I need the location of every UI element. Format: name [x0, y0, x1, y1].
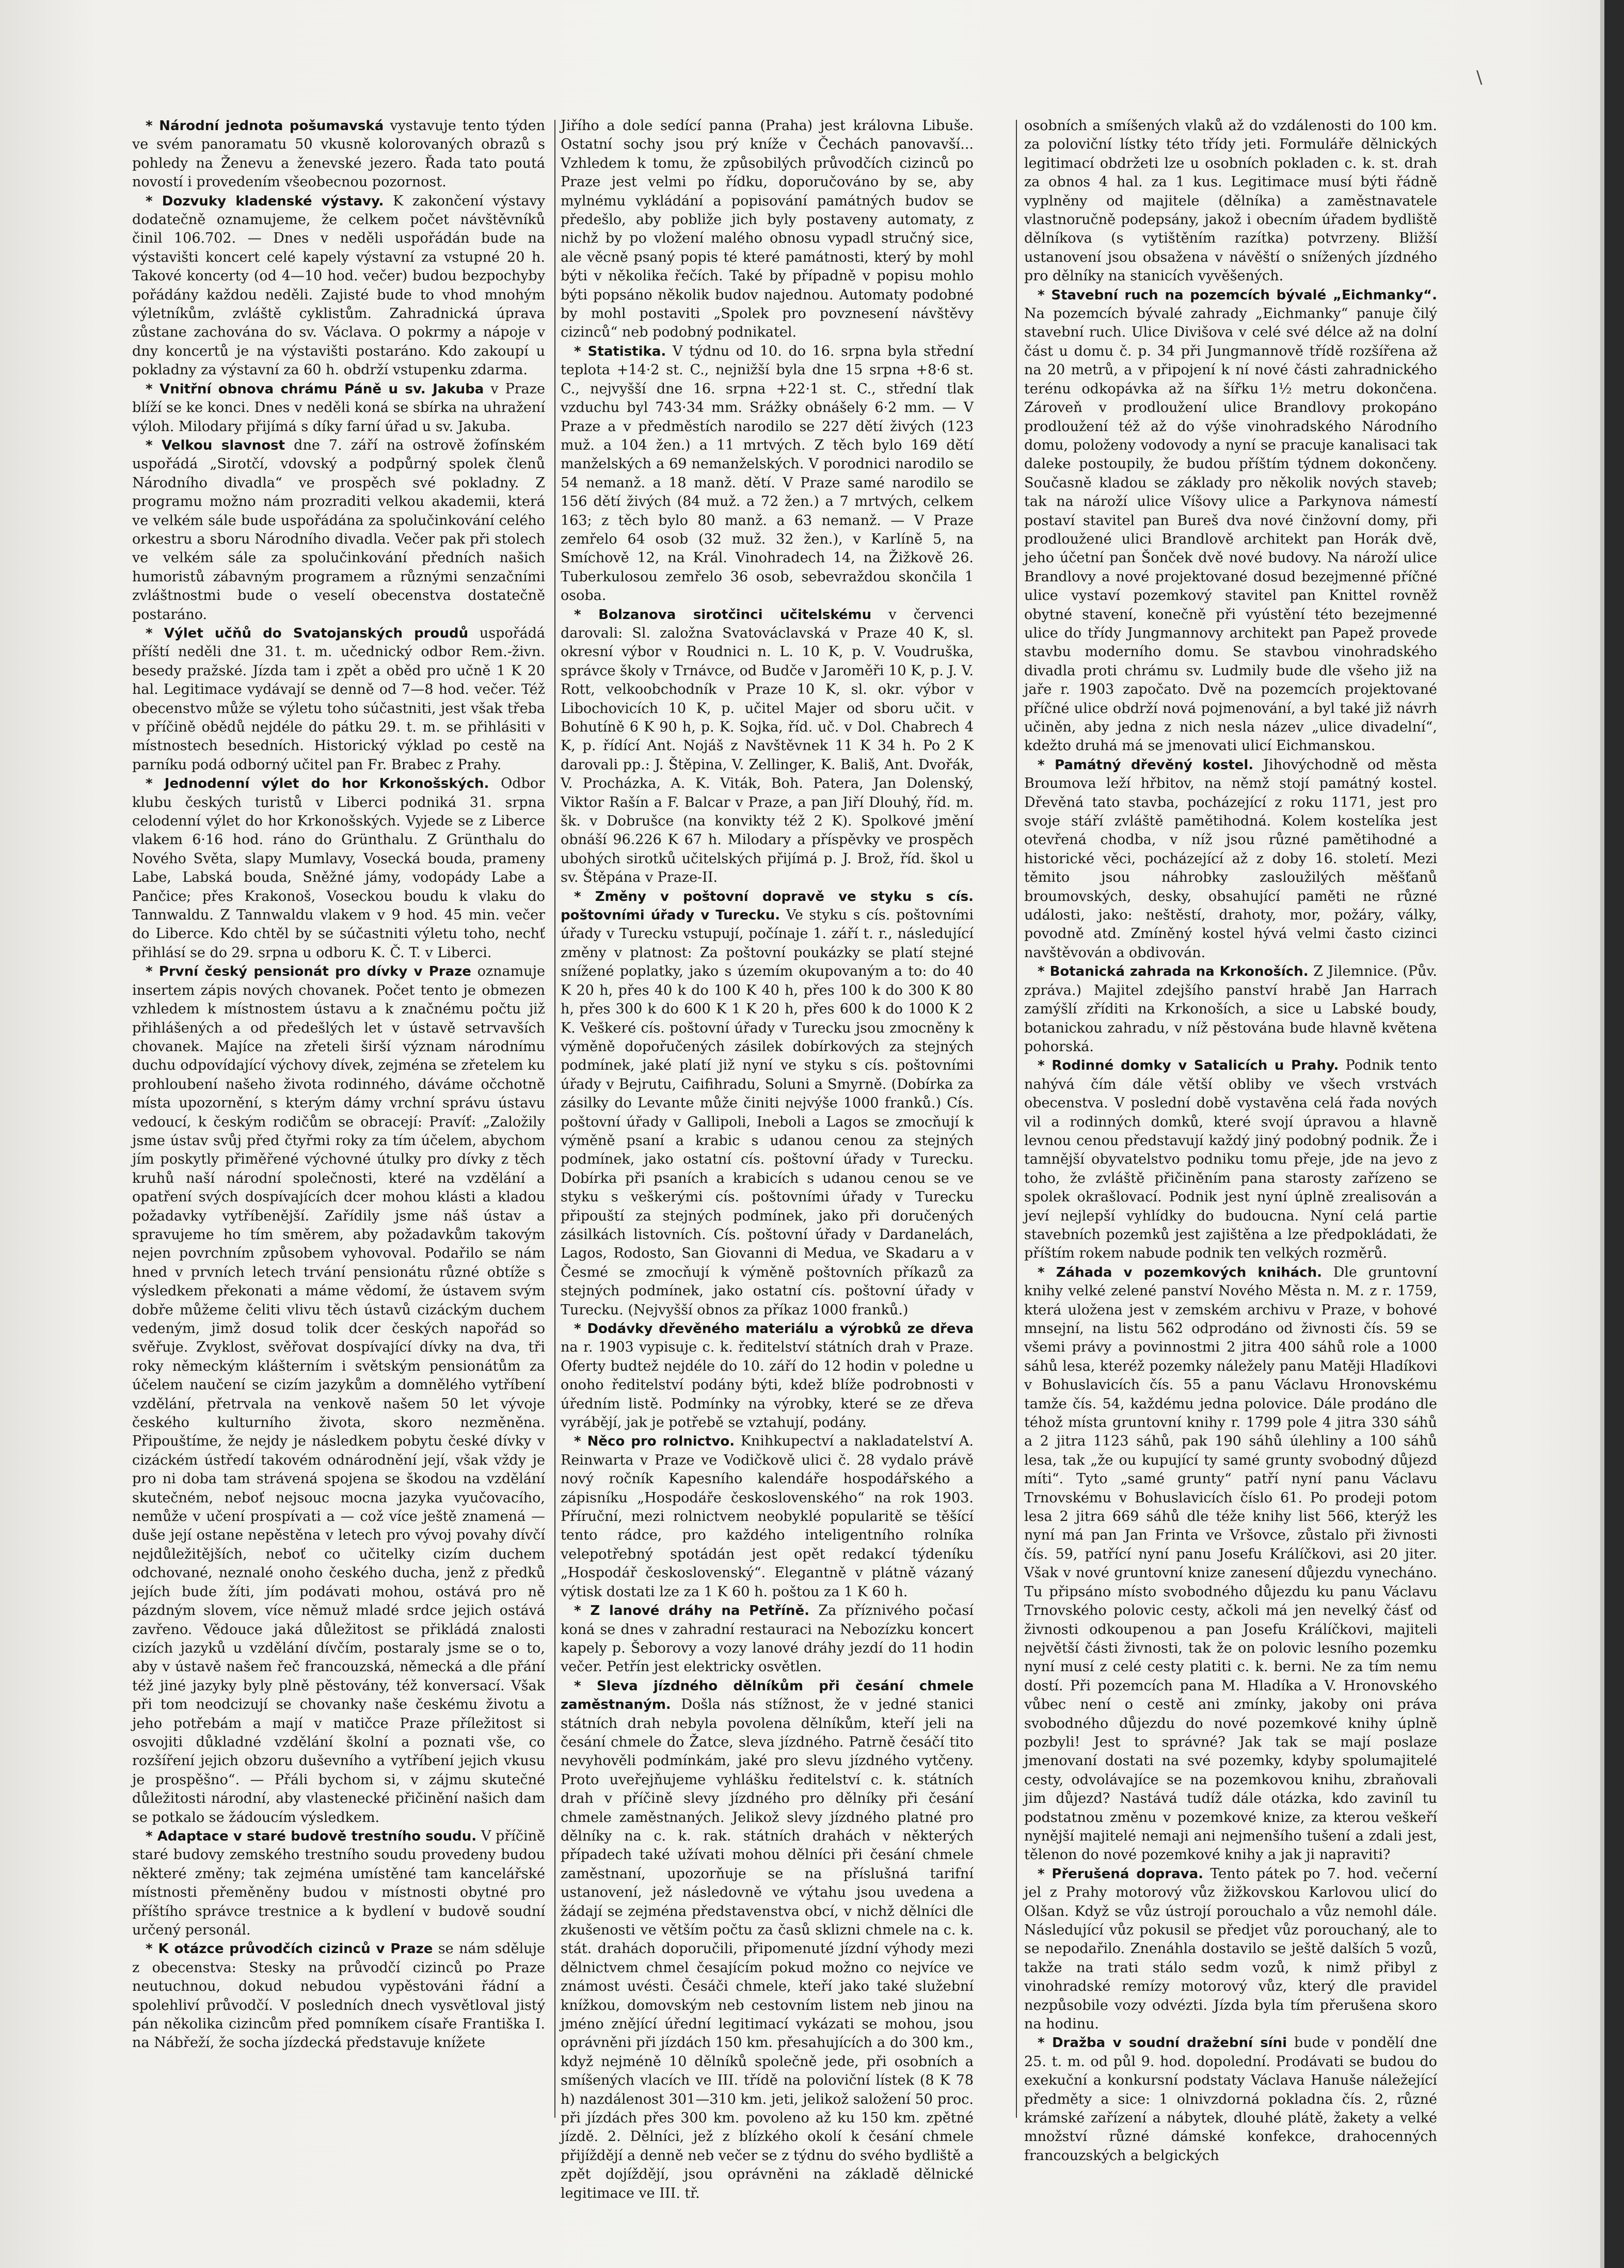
news-item: [561, 1677, 974, 2203]
news-item: [1024, 2034, 1437, 2165]
scan-edge: [1604, 0, 1624, 2268]
news-item-heading: * K otázce průvodčích cizinců v Praze: [146, 1941, 433, 1957]
news-item-body: Jiřího a dole sedící panna (Praha) jest královna Libuše. Ostatní sochy jsou prý kníže v Čechách panovavší... Vzhledem k tomu, že způsobilých průvodčích cizinců po Praze jest velmi po řídku, doporučováno by se, aby mylnému vykládání a popisování památných budov se předešlo, aby pobliže jich byly postaveny automaty, z nichž by po vložení malého obnosu vypadl stručný sice, ale věcně psaný popis té které památnosti, který by mohl býti v několika řečích. Také by případně v popisu mohlo býti popsáno několik budov najednou. Automaty podobné by mohl postaviti „Spolek pro povznesení návštěvy cizinců“ neb podobný podnikatel.: [561, 118, 974, 341]
news-item-body: Došla nás stížnost, že v jedné stanici státních drah nebyla povolena dělníkům, kteří jeli na česání chmele do Žatce, sleva jízdného. Patrně česáčí tito nevyhověli podmínkám, jaké pro slevu jízdného vytčeny. Proto uveřejňujeme vyhlášku ředitelství c. k. státních drah v příčině slevy jízdného pro dělníky při česání chmele zaměstnaných. Jelikož slevy jízdného platné pro dělníky na c. k. rak. státních drahách v některých případech také užívati mohou dělníci při česání chmele zaměstnaní, upozorňuje se na příslušná tarifní ustanovení, jež následovně ve výtahu jsou uvedena a žádají se zejména představenstva obcí, v nichž dělníci dle zkušenosti ve větším počtu za časů sklizni chmele na c. k. stát. drahách doporučili, připomenuté jízdní výhody mezi dělnictvem chmel česajícím pokud možno co nejvíce ve známost uvésti. Česáči chmele, kteří jako také služební knížkou, domovským neb cestovním listem neb jinou na jméno znějící úřední legitimací vykázati se mohou, jsou oprávněni při jízdách 150 km. přesahujících a do 300 km., když nejméně 10 dělníků společně jede, při osobních a smíšených vlacích ve III. třídě na poloviční lístek (8 K 78 h) nazdálenost 301—310 km. jeti, jelikož saložení 50 proc. při jízdách přes 300 km. povoleno až ku 150 km. zpětné jízdě. 2. Dělníci, jež z blízkého okolí k česání chmele přijíždějí a denně neb večer se z týdnu do svého bydliště a zpět dojíždějí, jsou oprávněni na základě dělnické legitimace ve III. tř.: [561, 1696, 974, 2201]
news-item-heading: * Sleva jízdného dělníkům při česání chmele zaměstnaným.: [561, 1678, 974, 1713]
news-item: [132, 962, 545, 1827]
news-item-body: osobních a smíšených vlaků až do vzdálenosti do 100 km. za poloviční lístky této třídy jeti. Formuláře dělnických legitimací obdržeti lze u osobních pokladen c. k. st. drah za obnos 4 hal. za 1 kus. Legitimace musí býti řádně vyplněny od majitele (dělníka) a zaměstnavatele vlastnoručně podepsány, jakož i obecním úřadem bydliště dělníkova (s vytištěním razítka) potvrzeny. Bližší ustanovení jsou obsažena v návěští o snížených jízdného pro dělníky na stanicích vyvěšených.: [1024, 118, 1437, 284]
news-item: [132, 380, 545, 436]
news-item-heading: * Záhada v pozemkových knihách.: [1038, 1264, 1322, 1280]
news-item: [132, 117, 545, 192]
news-item-heading: * Bolzanova sirotčinci učitelskému: [574, 607, 872, 623]
news-item-heading: * Přerušená doprava.: [1038, 1866, 1204, 1882]
column-3: [1024, 117, 1437, 2165]
news-item-heading: * Něco pro rolnictvo.: [574, 1434, 735, 1450]
news-item: [1024, 756, 1437, 962]
news-item-heading: * Adaptace v staré budově trestního soudu.: [146, 1828, 477, 1844]
news-item: [132, 436, 545, 624]
news-item-heading: * Stavební ruch na pozemcích bývalé „Eichmanky“.: [1038, 287, 1437, 303]
news-item: [132, 192, 545, 380]
news-item-heading: * Národní jednota pošumavská: [146, 118, 384, 134]
news-item-body: se nám sděluje z obecenstva: Stesky na průvodčí cizinců po Praze neutuchnou, dokud nebudou vypěstováni řádní a spolehliví průvodčí. V posledních dnech vysvětloval jistý pán několika cizincům před pomníkem císaře Františka I. na Nábřeží, že socha jízdecká představuje knížete: [132, 1941, 545, 2051]
news-item-body: Odbor klubu českých turistů v Liberci podniká 31. srpna celodenní výlet do hor Krkonošských. Vyjede se z Liberce vlakem 6·16 hod. ráno do Grünthalu. Z Grünthalu do Nového Světa, slapy Mumlavy, Vosecká bouda, prameny Labe, Labská bouda, Sněžné jámy, vodopády Labe a Pančice; přes Krakonoš, Voseckou boudu k vlaku do Tannwaldu. Z Tannwaldu vlakem v 9 hod. 45 min. večer do Liberce. Kdo chtěl by se súčastniti výletu toho, nechť přihlásí se do 29. srpna u odboru K. Č. T. v Liberci.: [132, 775, 545, 961]
news-item-body: Dle gruntovní knihy velké zelené panství Nového Města n. M. z r. 1759, která uložena jest v zemském archivu v Praze, v bohové mnsejní, na listu 562 odprodáno od živnosti čís. 59 se všemi právy a povinnostmi 2 jitra 400 sáhů role a 1000 sáhů lesa, kteréž pozemky náležely panu Matěji Hladíkovi v Bohuslavicích čís. 55 a panu Václavu Hronovskému tamže čís. 54, každému jedna polovice. Dále prodáno dle téhož místa gruntovní knihy r. 1799 pole 4 jitra 330 sáhů a 2 jitra 1123 sáhů, pak 190 sáhů úlehliny a 100 sáhů lesa, tak „že ou kupující ty samé grunty svobodný důjezd míti“. Tyto „samé grunty“ patří nyní panu Václavu Trnovskému v Bohuslavicích číslo 61. Po prodeji potom lesa 2 jitra 669 sáhů dle téže knihy list 566, kterýž les nyní má pan Jan Frinta ve Vršovce, zůstalo při živnosti čís. 59, patřící nyní panu Josefu Králíčkovi, asi 20 jiter. Však v nové gruntovní knize zanesení důjezdu vynecháno. Tu připsáno místo svobodného důjezdu ku panu Václavu Trnovského polovic cesty, ačkoli má jen nevelký čásť od živnosti odkoupenou a pan Josefu Králíčkovi, majiteli největší části živnosti, tak že on polovic lesního pozemku nyní musí z celé cesty platiti c. k. berni. Ne za tím nemu dostí. Při pozemcích pana M. Hladíka a V. Hronovského vůbec není o cestě ani zmínky, jakoby oni práva svobodného důjezdu do nové pozemkové knihy úplně pozbyli! Jest to správné? Jak tak se mají poslaze jmenovaní dostati na své pozemky, kdyby spolumajitelé cesty, odvolávajíce se na pozemkovou knihu, zbraňovali jim důjezd? Nastává tudíž dále otázka, kdo zaviníl tu podstatnou změnu v pozemkové knize, za kterou veškeří nynější majitelé nemaji ani nejmenšího tušení a zdali jest, tělenon do nové pozemkové knihy a jak ji napraviti?: [1024, 1264, 1437, 1863]
news-item-body: V příčině staré budovy zemského trestního soudu provedeny budou některé změny; tak zejména umístěné tam kancelářské místnosti přeměněny budou v místnosti obytné pro příštího správce trestnice a k bydlení v budově soudní určený personál.: [132, 1828, 546, 1938]
news-item-heading: * První český pensionát pro dívky v Praze: [146, 964, 471, 980]
news-item: [1024, 1056, 1437, 1263]
news-item-body: v Praze blíží se ke konci. Dnes v neděli koná se sbírka na uhražení výloh. Milodary přijímá s díky farní úřad u sv. Jakuba.: [132, 380, 545, 435]
scan-edge-shadow: [1600, 0, 1604, 2268]
edge-mark: \: [1476, 67, 1483, 88]
news-item-heading: * Dražba v soudní dražební síni: [1038, 2035, 1287, 2051]
news-item: [132, 624, 545, 774]
news-item-heading: * Vnitřní obnova chrámu Páně u sv. Jakuba: [146, 381, 484, 397]
news-item: [1024, 1865, 1437, 2034]
news-item: [132, 774, 545, 962]
news-item: [561, 887, 974, 1320]
news-item: [561, 117, 974, 342]
news-item-heading: * Výlet učňů do Svatojanských proudů: [146, 625, 469, 641]
news-item: [1024, 962, 1437, 1056]
news-item: [561, 342, 974, 606]
news-item-heading: * Dodávky dřevěného materiálu a výrobků ze dřeva: [574, 1321, 974, 1337]
news-item-heading: * Statistika.: [574, 343, 666, 359]
news-item-heading: * Rodinné domky v Satalicích u Prahy.: [1038, 1058, 1339, 1074]
news-item: [132, 1827, 545, 1940]
news-item: [561, 606, 974, 887]
news-item-body: vystavuje tento týden ve svém panoramatu 50 vkusně kolorovaných obrazů s pohledy na Ženevu a ženevské jezero. Řada tato poutá novostí i provedením všeobecnou pozornost.: [132, 118, 545, 191]
news-item-heading: * Jednodenní výlet do hor Krkonošských.: [146, 776, 489, 792]
news-item-heading: * Velkou slavnost: [146, 437, 285, 453]
news-item-heading: * Botanická zahrada na Krkonoších.: [1038, 964, 1309, 980]
news-item-body: uspořádá příští neděli dne 31. t. m. učednický odbor Rem.-živn. besedy pražské. Jízda tam i zpět a oběd pro učně 1 K 20 hal. Legitimace vydávají se denně od 7—8 hod. večer. Též obecenstvo může se výletu toho súčastniti, jest však třeba v příčině obědů nejdéle do pátku 29. t. m. se přihlásiti v místnostech besedních. Historický výklad po cestě na parníku podá odborný učitel pan Fr. Brabec z Prahy.: [132, 625, 545, 773]
news-item: [1024, 117, 1437, 286]
news-item-body: Knihkupectví a nakladatelství A. Reinwarta v Praze ve Vodičkově ulici č. 28 vydalo právě nový ročník Kapesního kalendáře hospodářského a zápisníku „Hospodáře československého“ na rok 1903. Příruční, mezi rolnictvem neobyklé popularitě se těšící tento rádce, pro každého inteligentního rolníka velepotřebný spotádán jest opět redakcí týdeníku „Hospodář československý“. Elegantně v plátně vázaný výtisk dostati lze za 1 K 60 h. poštou za 1 K 60 h.: [561, 1433, 974, 1600]
news-item-body: bude v pondělí dne 25. t. m. od půl 9. hod. dopolední. Prodávati se budou do exekuční a konkursní podstaty Václava Hanuše náležející předměty a sice: 1 olnivzdorná pokladna čís. 2, různé krámské zařízení a nábytek, dlouhé plátě, žakety a velké množství různé dámské konfekce, drahocenných francouzských a belgických: [1024, 2035, 1437, 2164]
news-item-body: oznamuje insertem zápis nových chovanek. Počet tento je obmezen vzhledem k místnostem ústavu a k značnému počtu již přihlášených a od předešlých let v ústavě setrvavších chovanek. Majíce na zřeteli širší význam národnímu duchu odpovídající výchovy dívek, zejména se zřetelem ku prohloubení našeho života rodinného, dáváme očchotně místa upozornění, s kterým dámy vrchní správu ústavu vedoucí, k českým rodičům se obracejí: Pravíť: „Založily jsme ústav svůj před čtyřmi roky za tím účelem, abychom jím poskytly přiměřené výchovné útulky pro dívky z těch kruhů naší národní společnosti, které na vzdělání a opatření svých dospívajících dcer mohou klásti a kladou požadavky vytříbenější. Zařídily jsme náš ústav a spravujeme ho tím směrem, aby požadavkům takovým nejen povrchním způsobem vyhovoval. Podařilo se nám hned v prvních letech trvání pensionátu různé obtíže s výsledkem překonati a máme vědomí, že ústavem svým dobře můžeme čeliti vlivu těch ústavů cizáckým duchem vedeným, jimž dosud tolik dcer českých napořád so svěřuje. Zvyklost, svěřovat dospívající dívky na dva, tři roky německým klášterním i světským pensionátům za účelem naučení se cizím jazykům a domnělého vytříbení vzdělání, přetrvala na venkově našem 50 let vývoje českého kulturního života, skoro nezměněna. Připouštíme, že nejdy je následkem pobytu české dívky v cizáckém ústředí takovém odnárodnění její, však vždy je pro ni doba tam strávená spojena se škodou na vzdělání skutečném, neboť nejsouc mocna jazyka vyučovacího, nemůže v učení prospívati a — což více ještě znamená — duše její ostane nepěstěna v letech pro vývoj povahy dívčí nejdůležitějších, neboť co učitelky cizím duchem odchované, neznalé onoho českého ducha, jenž z předků jejích bude žíti, jím podávati mohou, ostává pro ně pázdným slovem, více němuž mladé srdce jejich ostává zavřeno. Vědouce jaká důležitost se přikládá znalosti cizích jazyků u vzdělání dívčím, postaraly jsme se o to, aby v ústavě našem řeč francouzská, německá a dle přání též jiné jazyky byly plně pěstovány, též konversací. Však při tom neodcizují se chovanky naše českému životu a jeho potřebám a mají v matičce Praze příležitost si osvojiti důkladné vzdělání školní a poznati vše, co rozšíření jejich obzoru duševního a vytříbení jejich vkusu je prospěšno“. — Přáli bychom si, v zájmu skutečné důležitosti národní, aby vlastenecké přičinění našich dam se potkalo se žádoucím výsledkem.: [132, 963, 545, 1826]
news-item-body: K zakončení výstavy dodatečně oznamujeme, že celkem počet návštěvníků činil 106.702. — Dnes v neděli uspořádán bude na výstavišti koncert celé kapely výstavní za vstupné 20 h. Takové koncerty (od 4—10 hod. večer) budou bezpochyby pořádány každou neděli. Zajisté bude to vhod mnohým výletníkům, zvláště cyklistům. Zahradnická úprava zůstane zachována do sv. Václava. O pokrmy a nápoje v dny koncertů je na výstavišti postaráno. Kdo zakoupí u pokladny za výstavní za 60 h. obdrží vstupenku zdarma.: [132, 193, 546, 378]
news-item: [561, 1601, 974, 1677]
column-rule: [1016, 120, 1017, 2118]
news-item-heading: * Z lanové dráhy na Petříně.: [574, 1603, 810, 1619]
news-item: [1024, 1263, 1437, 1865]
news-item-heading: * Změny v poštovní dopravě ve styku s cís. poštovními úřady v Turecku.: [561, 889, 974, 924]
news-item: [561, 1432, 974, 1601]
news-item-body: Podnik tento nahývá čím dále větší obliby ve všech vrstvách obecenstva. V poslední době vystavěna celá řada nových vil a rodinných domků, které svojí úpravou a hlavně levnou cenou představují každý jiný podobný podnik. Že i tamnější obyvatelstvo podniku tomu přeje, jde na jevo z toho, že zvláště přičiněním pana starosty zařízeno se spolek okrašlovací. Podnik jest nyní úplně zrealisován a jeví nejlepší vyhlídky do budoucna. Nyní celá partie stavebních pozemků jest zajištěna a lze předpokládati, že příštím rokem nabude podnik ten velkých rozměrů.: [1024, 1057, 1437, 1262]
news-item: [561, 1320, 974, 1432]
news-item-body: Z Jilemnice. (Pův. zpráva.) Majitel zdejšího panství hrabě Jan Harrach zamýšlí zříditi na Krkonoších, a sice u Labské boudy, botanickou zahradu, v níž pěstována bude hlavně květena pohorská.: [1024, 963, 1437, 1055]
news-item-body: Tento pátek po 7. hod. večerní jel z Prahy motorový vůz žižkovskou Karlovou ulicí do Olšan. Když se vůz ústrojí porouchalo a vůz nemohl dále. Následující vůz pokusil se předjet vůz porouchaný, ale to se nepodařilo. Znenáhla dostavilo se ještě dalších 5 vozů, takže na trati stálo sedm vozů, k nimž přibyl z vinohradské remízy motorový vůz, který dle pravidel nezpůsobile vozy odvézti. Jízda byla tím přerušena skoro na hodinu.: [1024, 1865, 1437, 2033]
news-item-body: Na pozemcích bývalé zahrady „Eichmanky“ panuje čilý stavební ruch. Ulice Divišova v celé své délce až na dolní část u domu č. p. 34 při Jungmannově třídě rozšířena až na 20 metrů, a v připojení k ní nové části zahradnického terénu odkopávka až na šířku 1½ metru dokončena. Zároveň v prodloužení ulice Brandlovy prokopáno prodloužení též až do výše vinohradského Národního domu, položeny vodovody a nyní se pracuje kanalisaci tak daleke postoupily, že budou příštím týdnem dokončeny. Současně kladou se základy pro několik nových staveb; tak na nároží ulice Víšovy ulice a Parkynova námestí postaví stavitel pan Bureš dva nové činžovní domy, při prodloužené ulici Brandlově architekt pan Horák dvě, jeho účetní pan Šonček dvě nové budovy. Na nároží ulice Brandlovy a nové projektované dosud bezejmenné příčné ulice vystaví pozemkový stavitel pan Knittel rovněž obytné stavení, konečně při vyústění této bezejmenné ulice do třídy Jungmannovy architekt pan Papež provede stavbu moderního domu. Se stavbou vinohradského divadla proti chrámu sv. Ludmily bude dle všeho již na jaře r. 1903 započato. Dvě na pozemcích projektované příčné ulice obdrží nová pojmenování, a byl také již návrh učiněn, aby jedna z nich nesla název „ulice divadelní“, kdežto druhá má se jmenovati ulicí Eichmanskou.: [1024, 306, 1437, 754]
news-item-body: dne 7. září na ostrově žofínském uspořádá „Sirotčí, vdovský a podpůrný spolek členů Národního divadla“ ve prospěch své pokladny. Z programu možno nám prozraditi velkou akademii, která ve velkém sále bude uspořádána za spolučinkování celého orkestru a sboru Národního divadla. Večer pak při stolech ve velkém sále za spolučinkování předních našich humoristů zábavným programem a různými senzačními zvláštnostmi bude o veselí obecenstva dostatečně postaráno.: [132, 437, 545, 623]
news-item-heading: * Dozvuky kladenské výstavy.: [146, 193, 384, 209]
news-item-body: v červenci darovali: Sl. založna Svatováclavská v Praze 40 K, sl. okresní výbor v Roudnici n. L. 10 K, p. V. Voudruška, správce školy v Trnávce, od Budče v Jaroměři 10 K, p. J. V. Rott, velkoobchodník v Praze 10 K, sl. okr. výbor v Libochovicích 10 K, p. učitel Majer od sboru učit. v Bohutíně 6 K 90 h, p. K. Sojka, říd. uč. v Dol. Chabrech 4 K, p. řídící Ant. Nojáš z Navštěvnek 11 K 34 h. Po 2 K darovali pp.: J. Štěpina, V. Zellinger, K. Bališ, Ant. Dvořák, V. Procházka, A. K. Viták, Boh. Patera, Jan Dolenský, Viktor Rašín a F. Balcar v Praze, a pan Jiří Dlouhý, říd. m. šk. v Dobrušce (na konvikty též 2 K). Spolkové jmění obnáší 96.226 K 67 h. Milodary a příspěvky ve prospěch ubohých sirotků učitelských přijímá p. J. Brož, říd. škol u sv. Štěpána v Praze-II.: [561, 606, 974, 886]
column-rule: [554, 120, 555, 2118]
news-item: [1024, 286, 1437, 756]
news-item-body: Za příznivého počasí koná se dnes v zahradní restauraci na Nebozízku koncert kapely p. Šeborovy a vozy lanové dráhy jezdí do 11 hodin večer. Petřín jest elektricky osvětlen.: [561, 1603, 974, 1675]
news-item-heading: * Památný dřevěný kostel.: [1038, 757, 1254, 773]
news-item-body: Ve styku s cís. poštovními úřady v Turecku vstupují, počínaje 1. září t. r., následující změny v platnost: Za poštovní poukázky se platí stejné snížené poplatky, jako s územím okupovaným a to: do 40 K 20 h, přes 40 k do 100 K 40 h, přes 100 k do 300 K 80 h, přes 300 k do 600 K 1 K 20 h, přes 600 k do 1000 K 2 K. Veškeré cís. poštovní úřady v Turecku jsou zmocněny k výměně dopořučených zásilek dobírkových za stejných podmínek, jaké platí již nyní ve styku s cís. poštovními úřady v Bejrutu, Caifihradu, Soluni a Smyrně. (Dobírka za zásilky do Levante může činiti nejvýše 1000 franků.) Cís. poštovní úřady v Gallipoli, Ineboli a Lagos se zmocňují k výměně psaní a krabic s udanou cenou za stejných podmínek, jako ostatní cís. poštovní úřady v Turecku. Dobírka při psaních a krabicích s udanou cenou se ve styku s veškerými cís. poštovními úřady v Turecku připouští za stejných podmínek, jako při doručených zásilkách listovních. Cís. poštovní úřady v Dardanelách, Lagos, Rodosto, San Giovanni di Medua, ve Skadaru a v Česmé se zmocňují k výměně poštovních příkazů za stejných podmínek, jako ostatní cís. poštovní úřady v Turecku. (Nejvyšší obnos za příkaz 1000 franků.): [561, 907, 974, 1318]
column-2: [561, 117, 974, 2203]
news-item-body: Jihovýchodně od města Broumova leží hřbitov, na němž stojí památný kostel. Dřevěná tato stavba, pocházející z roku 1171, jest pro svoje stáří zvláště pamětihodná. Kolem kostelíka jest otevřená chodba, v níž jsou různé pamětihodné a historické věci, pocházející až z doby 16. století. Mezi těmito jsou náhrobky zasloužilých měšťanů broumovských, desky, obsahující paměti ne různé události, jako: neštěstí, drahoty, mor, požáry, války, povodně atd. Zmíněný kostel hývá velmi často cizinci navštěvován a obdivován.: [1024, 756, 1437, 961]
news-item-body: na r. 1903 vypisuje c. k. ředitelství státních drah v Praze. Oferty budtež nejdéle do 10. září do 12 hodin v poledne u onoho ředitelství podány býti, kdež blíže podrobnosti v úředním listě. Podmínky na výrobky, které se ze dřeva vyrábějí, jak je potřebě se vztahují, podány.: [561, 1339, 974, 1431]
news-item: [132, 1940, 545, 2052]
column-1: [132, 117, 545, 2053]
news-item-body: V týdnu od 10. do 16. srpna byla střední teplota +14·2 st. C., nejnižší byla dne 15 srpna +8·6 st. C., nejvyšší dne 16. srpna +22·1 st. C., střední tlak vzduchu byl 743·34 mm. Srážky obnášely 6·2 mm. — V Praze a v předměstích narodilo se 227 dětí živých (123 muž. a 104 žen.) a 11 mrtvých. Z těch bylo 169 dětí manželských a 69 nemanželských. V porodnici narodilo se 54 nemanž. a 18 manž. dětí. V Praze samé narodilo se 156 dětí živých (84 muž. a 72 žen.) a 7 mrtvých, celkem 163; z těch bylo 80 manž. a 63 nemanž. — V Praze zemřelo 64 osob (32 muž. 32 žen.), v Karlíně 5, na Smíchově 12, na Král. Vinohradech 14, na Žižkově 26. Tuberkulosou zemřelo 36 osob, sebevraždou skončila 1 osoba.: [561, 343, 974, 604]
